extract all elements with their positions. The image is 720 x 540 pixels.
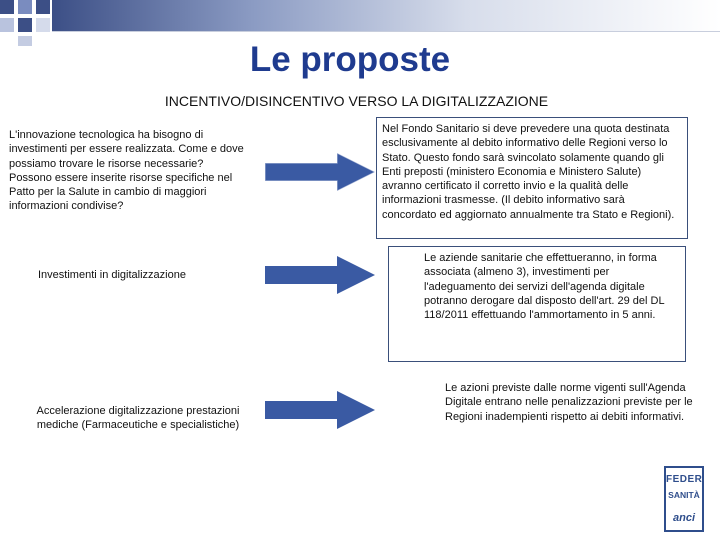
- header-band: [52, 0, 720, 31]
- row-2-right-box: [388, 246, 686, 362]
- right-arrow-icon: [265, 153, 375, 191]
- row-2-left-text: Investimenti in digitalizzazione: [38, 269, 186, 281]
- row-2-right-text: Le aziende sanitarie che effettueranno, in forma associata (almeno 3), investimenti per l'adeguamento dei servizi dell'agenda digitale potranno derogare dal disposto dell'art. 29 del DL 118/2011 effettuando l'ammortamento in 5 anni.: [424, 252, 665, 322]
- right-arrow-icon: [265, 256, 375, 294]
- corner-square: [0, 18, 14, 32]
- logo-line-3: anci: [672, 512, 695, 524]
- row-3-right-text: Le azioni previste dalle norme vigenti sull'Agenda Digitale entrano nelle penalizzazioni previste per le Regioni inadempienti rispetto ai debiti informativi.: [445, 382, 693, 423]
- header-divider: [52, 31, 720, 32]
- corner-square: [18, 18, 32, 32]
- corner-square: [36, 0, 50, 14]
- row-3-left-text: Accelerazione digitalizzazione prestazioni mediche (Farmaceutiche e specialistiche): [36, 405, 240, 432]
- slide-title: Le proposte: [249, 40, 451, 79]
- corner-square: [0, 0, 14, 14]
- slide-subtitle: INCENTIVO/DISINCENTIVO VERSO LA DIGITALIZZAZIONE: [164, 93, 549, 109]
- logo-line-1: FEDER: [666, 474, 703, 485]
- row-1-right-text: Nel Fondo Sanitario si deve prevedere una quota destinata esclusivamente al debito informativo delle Regioni verso lo Stato. Questo fondo sarà svincolato solamente quando gli Enti preposti (ministero Economia e Ministero Salute) avranno certificato il corretto invio e la qualità delle informazioni trasmesse. (Il debito informativo sarà concordato ed aggiornato annualmente tra Stato e Regioni).: [382, 123, 675, 221]
- right-arrow-icon: [265, 391, 375, 429]
- corner-square: [36, 18, 50, 32]
- row-1-left-text: L'innovazione tecnologica ha bisogno di investimenti per essere realizzata. Come e dove possiamo trovare le risorse necessarie? Possono essere inserite risorse specifiche nel Patto per la Salute in cambio di maggiori informazioni condivise?: [9, 129, 244, 213]
- corner-square: [18, 0, 32, 14]
- federsanita-logo: [664, 466, 704, 532]
- logo-line-2: SANITÀ: [668, 490, 700, 500]
- row-1-right-box: [376, 117, 688, 239]
